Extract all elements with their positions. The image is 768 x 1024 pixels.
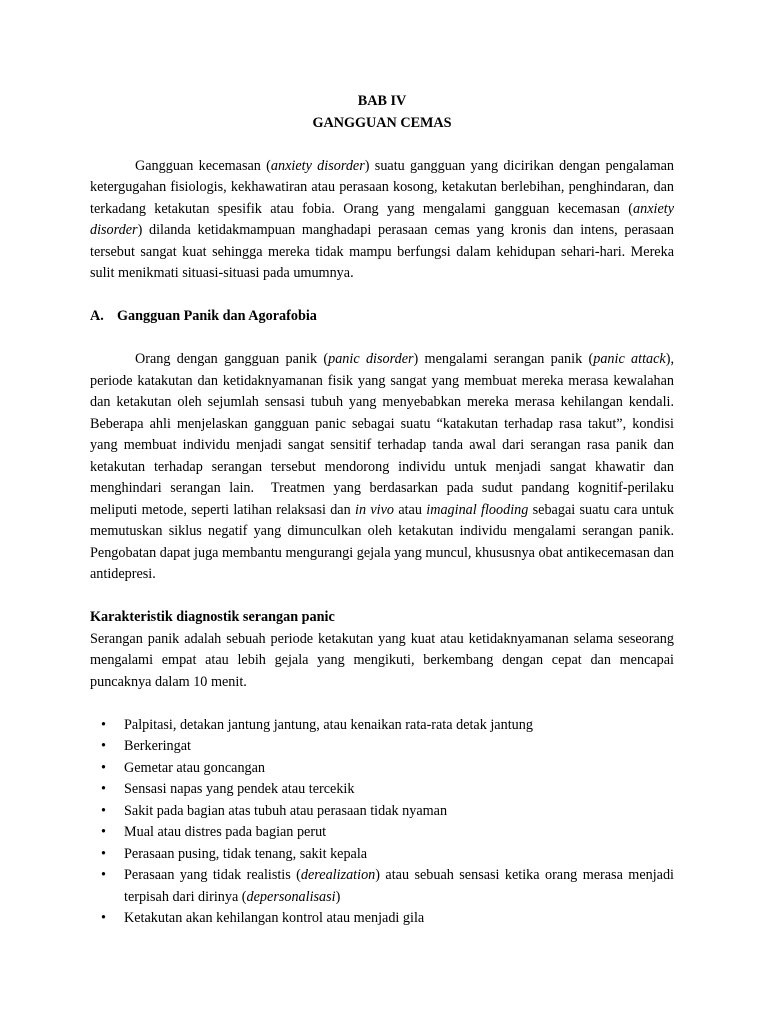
bullet-icon: • bbox=[101, 867, 106, 883]
list-item: • Sensasi napas yang pendek atau tercekik bbox=[90, 779, 674, 801]
bullet-icon: • bbox=[101, 802, 106, 819]
list-item: • Berkeringat bbox=[90, 736, 674, 758]
bullet-icon: • bbox=[101, 910, 106, 926]
intro-paragraph: Gangguan kecemasan (anxiety disorder) suatu gangguan yang dicirikan dengan pengalaman ketergugahan fisiologis, kekhawatiran atau perasaan kosong, ketakutan berlebihan, penghindaran, dan terkadang ketakutan spesifik atau fobia. Orang yang mengalami gangguan kecemasan (anxiety disorder) dilanda ketidakmampuan manghadapi perasaan cemas yang kronis dan intens, perasaan tersebut sangat kuat sehingga mereka tidak mampu berfungsi dalam kehidupan sehari-hari. Mereka sulit menikmati situasi-situasi pada umumnya. bbox=[90, 157, 674, 281]
spacer bbox=[90, 586, 674, 608]
list-item: • Mual atau distres pada bagian perut bbox=[90, 822, 674, 844]
bullet-icon: • bbox=[101, 845, 106, 862]
chapter-number: BAB IV bbox=[357, 93, 407, 109]
list-item: • Gemetar atau goncangan bbox=[90, 758, 674, 780]
spacer bbox=[90, 328, 674, 350]
spacer bbox=[90, 693, 674, 715]
section-a-title: Gangguan Panik dan Agorafobia bbox=[117, 308, 317, 324]
list-item: • Sakit pada bagian atas tubuh atau perasaan tidak nyaman bbox=[90, 801, 674, 823]
bullet-icon: • bbox=[101, 759, 106, 776]
bullet-icon: • bbox=[101, 738, 106, 754]
diagnostic-paragraph: Serangan panik adalah sebuah periode ketakutan yang kuat atau ketidaknyamanan selama seseorang mengalami empat atau lebih gejala yang mengikuti, berkembang dengan cepat dan mencapai puncaknya dalam 10 menit. bbox=[90, 630, 674, 690]
spacer bbox=[90, 285, 674, 307]
panic-paragraph: Orang dengan gangguan panik (panic disorder) mengalami serangan panik (panic attack), periode katakutan dan ketidaknyamanan fisik yang sangat yang membuat mereka merasa kewalahan dan ketakutan oleh sejumlah sensasi tubuh yang menyebabkan mereka merasa kehilangan kendali. Beberapa ahli menjelaskan gangguan panic sebagai suatu “katakutan terhadap rasa takut”, kondisi yang membuat individu menjadi sangat sensitif terhadap tanda awal dari serangan rasa panik dan ketakutan terhadap serangan tersebut mendorong individu untuk menjadi sangat khawatir dan menghindari serangan lain. Treatmen yang berdasarkan pada sudut pandang kognitif-perilaku meliputi metode, seperti latihan relaksasi dan in vivo atau imaginal flooding sebagai suatu cara untuk memutuskan siklus negatif yang dimunculkan oleh ketakutan individu mengalami serangan panik. Pengobatan dapat juga membantu mengurangi gejala yang muncul, khususnya obat antikecemasan dan antidepresi. bbox=[90, 351, 675, 582]
bullet-icon: • bbox=[101, 716, 106, 733]
diagnostic-heading: Karakteristik diagnostik serangan panic bbox=[90, 609, 335, 625]
bullet-icon: • bbox=[101, 781, 106, 797]
section-a-number: A. bbox=[90, 308, 104, 324]
bullet-icon: • bbox=[101, 824, 106, 840]
list-item: • Palpitasi, detakan jantung jantung, atau kenaikan rata-rata detak jantung bbox=[90, 715, 674, 737]
chapter-title: GANGGUAN CEMAS bbox=[312, 114, 452, 131]
list-item: • Ketakutan akan kehilangan kontrol atau menjadi gila bbox=[90, 908, 674, 930]
section-a-heading bbox=[90, 306, 674, 328]
spacer bbox=[90, 134, 674, 156]
list-item: • Perasaan yang tidak realistis (derealization) atau sebuah sensasi ketika orang merasa menjadi terpisah dari dirinya (depersonalisasi) bbox=[101, 867, 674, 905]
list-item: • Perasaan pusing, tidak tenang, sakit kepala bbox=[90, 844, 674, 866]
symptom-list bbox=[90, 715, 674, 930]
document-content bbox=[90, 91, 674, 930]
